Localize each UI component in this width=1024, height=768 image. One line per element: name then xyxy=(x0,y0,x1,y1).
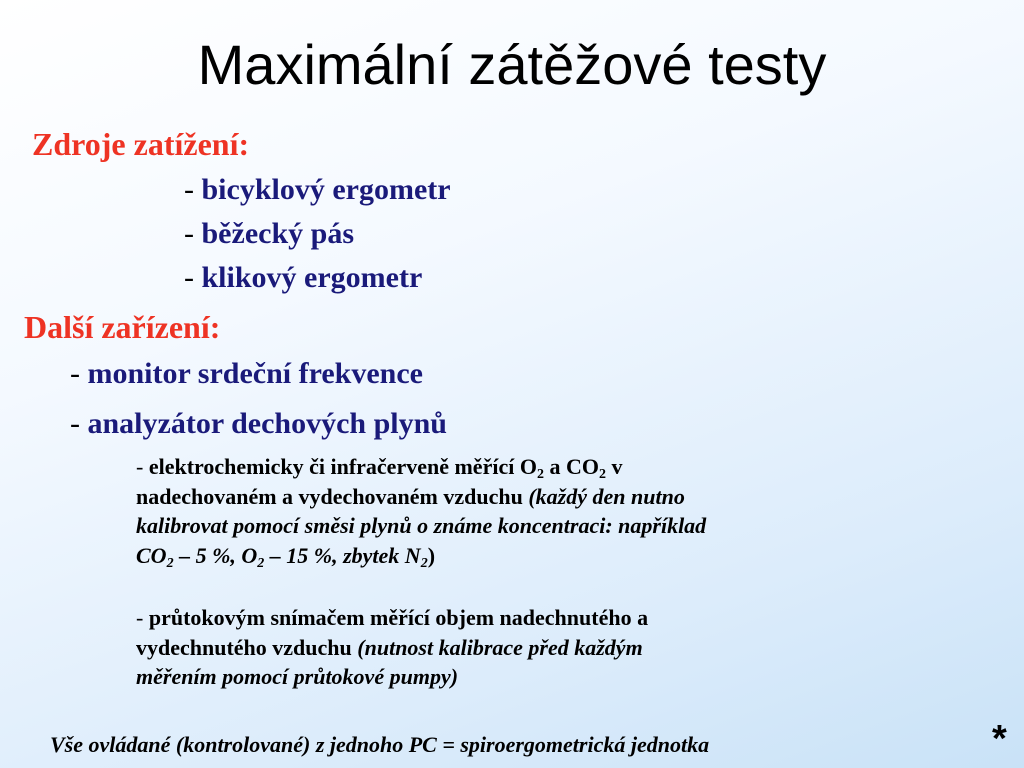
list-item-label: bicyklový ergometr xyxy=(201,173,451,206)
italic-note: měřením pomocí průtokové pumpy) xyxy=(136,664,459,689)
list-item-label: analyzátor dechových plynů xyxy=(87,407,447,440)
text-run: vydechnutého vzduchu xyxy=(136,634,358,660)
text-run: – 5 %, O xyxy=(173,542,258,568)
paragraph-line xyxy=(136,633,648,663)
asterisk-mark: * xyxy=(992,718,1007,760)
paragraph-line xyxy=(136,603,648,633)
list-item xyxy=(184,215,354,253)
analyzer-detail-paragraph xyxy=(136,452,706,570)
text-run: CO xyxy=(136,542,167,568)
text-run: – 15 %, zbytek N xyxy=(264,542,421,568)
text-run: elektrochemicky či infračerveně měřící O xyxy=(148,454,537,479)
list-item xyxy=(70,405,447,443)
footer-note: Vše ovládané (kontrolované) z jednoho PC = spiroergometrická jednotka xyxy=(50,732,710,757)
italic-note: (nutnost kalibrace před každým xyxy=(357,634,643,660)
subscript: 2 xyxy=(166,555,174,571)
text-run: nadechovaném a vydechovaném vzduchu xyxy=(136,483,529,509)
subscript: 2 xyxy=(598,467,606,482)
italic-note: kalibrovat pomocí směsi plynů o známe koncentraci: například xyxy=(136,513,707,538)
bullet-dash: - xyxy=(184,173,194,206)
section-heading-other-devices: Další zařízení: xyxy=(24,309,221,345)
paragraph-line xyxy=(136,452,706,482)
text-run: průtokovým snímačem měřící objem nadechnutého a xyxy=(148,605,649,630)
paragraph-line xyxy=(136,541,706,571)
list-item-label: běžecký pás xyxy=(201,217,354,250)
subscript: 2 xyxy=(420,555,428,571)
list-item-label: klikový ergometr xyxy=(201,261,423,294)
list-item xyxy=(184,171,451,209)
subscript: 2 xyxy=(257,555,265,571)
paragraph-line xyxy=(136,511,706,541)
bullet-dash: - xyxy=(70,407,80,440)
bullet-dash: - xyxy=(70,357,80,390)
flow-sensor-detail-paragraph xyxy=(136,603,648,692)
bullet-dash: - xyxy=(184,261,194,294)
text-run: a CO xyxy=(543,454,599,479)
section-heading-load-sources: Zdroje zatížení: xyxy=(32,126,250,162)
paragraph-line xyxy=(136,662,648,692)
bullet-dash: - xyxy=(184,217,194,250)
bullet-dash: - xyxy=(136,605,144,630)
slide-title: Maximální zátěžové testy xyxy=(197,33,827,96)
paragraph-line xyxy=(136,482,706,512)
italic-note: (každý den nutno xyxy=(528,483,685,509)
list-item-label: monitor srdeční frekvence xyxy=(87,357,423,390)
list-item xyxy=(70,355,423,393)
subscript: 2 xyxy=(536,467,544,482)
text-run: ) xyxy=(427,542,436,568)
list-item xyxy=(184,259,422,297)
bullet-dash: - xyxy=(136,454,144,479)
text-run: v xyxy=(605,454,623,479)
